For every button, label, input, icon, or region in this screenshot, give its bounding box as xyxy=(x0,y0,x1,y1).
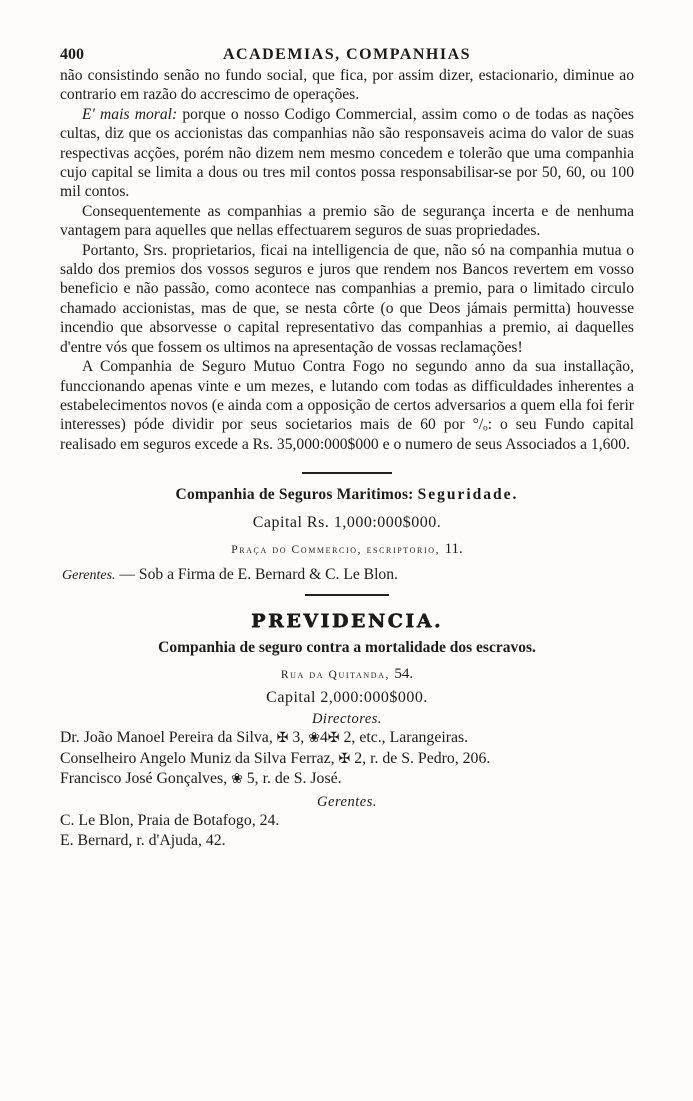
seguridade-address xyxy=(60,541,634,558)
seguridade-name-spaced: Seguridade. xyxy=(417,486,519,504)
section-divider xyxy=(302,472,392,474)
director-row-2 xyxy=(60,749,634,770)
page xyxy=(60,38,634,852)
director-2-name: Conselheiro Angelo Muniz da Silva Ferraz, xyxy=(60,749,335,767)
previdencia-gerentes-list xyxy=(60,811,634,852)
director-1-rest: 2, etc., Larangeiras. xyxy=(339,729,469,747)
previdencia-address xyxy=(60,666,634,683)
seguridade-address-number: 11. xyxy=(444,541,463,558)
director-1-decorations: 3, xyxy=(288,729,309,747)
body-text xyxy=(60,66,634,454)
paragraph-5: A Companhia de Seguro Mutuo Contra Fogo no segundo anno da sua installação, funccionando apenas vinte e um mezes, e lutando com todas as difficuldades inherentes a estabelecimentos novos (e ainda com a opposição de certos adversarios a quem ella foi ferir interesses) póde dividir por seus societarios mais de 60 por °/ₒ: o seu Fundo capital realisado em seguros excede a Rs. 35,000:000$000 e o numero de seus Associados a 1,600. xyxy=(60,358,634,453)
cross-order-icon: ✠ xyxy=(338,750,351,767)
directores-label: Directores. xyxy=(311,711,383,728)
section-divider-2 xyxy=(305,594,389,596)
seguridade-name: Companhia de Seguros Maritimos: xyxy=(175,486,414,504)
seguridade-gerentes-label: Gerentes. xyxy=(62,568,116,584)
page-number: 400 xyxy=(60,46,84,63)
seguridade-address-text: Praça do Commercio, escriptorio, xyxy=(231,544,441,557)
previdencia-address-text: Rua da Quitanda, xyxy=(280,669,390,682)
paragraph-2-lead: E' mais moral: xyxy=(82,105,178,123)
previdencia-capital: Capital 2,000:000$000. xyxy=(266,689,428,707)
director-1-decorations-2: 4 xyxy=(319,729,328,747)
previdencia-subtitle: Companhia de seguro contra a mortalidade dos escravos. xyxy=(158,639,536,657)
gerente-row-2: E. Bernard, r. d'Ajuda, 42. xyxy=(60,832,226,850)
paragraph-2-text: porque o nosso Codigo Commercial, assim como o de todas as nações cultas, diz que os accionistas das companhias não são responsaveis acima do valor de suas respectivas acções, porém não dizem nem mesmo concedem e tolerão que uma companhia cujo capital se limita a dous ou tres mil contos possa responsabilisar-se por 50, 60, ou 100 mil contos. xyxy=(60,105,634,201)
director-3-decorations: 5, r. de S. José. xyxy=(242,770,342,788)
paragraph-1: não consistindo senão no fundo social, que fica, por assim dizer, estacionario, diminue ao contrario em razão do accrescimo de operações. xyxy=(60,67,634,104)
director-3-name: Francisco José Gonçalves, xyxy=(60,770,228,788)
paragraph-4: Portanto, Srs. proprietarios, ficai na intelligencia de que, não só na companhia mutua o saldo dos premios dos vossos seguros e juros que rendem nos Bancos revertem em vosso beneficio e não passão, como acontece nas companhias a premio, para o limitado circulo chamado accionistas, mas de que, se nesta côrte (o que Deos jámais permitta) houvesse incendio que absorvesse o capital representativo das companhias a premio, ai daquelles d'entre vós que fossem os ultimos na apresentação de vossas reclamações! xyxy=(60,241,634,356)
seguridade-gerentes xyxy=(62,566,634,584)
previdencia-gerentes-label: Gerentes. xyxy=(317,793,377,810)
directores-list xyxy=(60,728,634,790)
cross-order-icon: ✠ xyxy=(327,730,340,747)
director-1-name: Dr. João Manoel Pereira da Silva, xyxy=(60,729,273,747)
previdencia-address-number: 54. xyxy=(394,666,414,683)
director-row-1 xyxy=(60,728,634,749)
gerente-row-1: C. Le Blon, Praia de Botafogo, 24. xyxy=(60,811,280,829)
seguridade-gerentes-text: — Sob a Firma de E. Bernard & C. Le Blon. xyxy=(115,566,398,584)
previdencia-title: PREVIDENCIA. xyxy=(251,610,443,633)
paragraph-3: Consequentemente as companhias a premio são de segurança incerta e de nenhuma vantagem para aquelles que nellas effectuarem seguros de suas propriedades. xyxy=(60,202,634,240)
cross-order-icon: ✠ xyxy=(276,730,289,747)
director-row-3 xyxy=(60,769,634,790)
paragraph-2 xyxy=(60,105,634,202)
seguridade-heading xyxy=(60,486,634,504)
director-2-decorations: 2, r. de S. Pedro, 206. xyxy=(350,749,491,767)
running-header xyxy=(60,38,634,64)
rose-order-icon: ❀ xyxy=(308,730,320,747)
rose-order-icon: ❀ xyxy=(231,771,243,788)
running-title: ACADEMIAS, COMPANHIAS xyxy=(222,46,472,63)
seguridade-capital: Capital Rs. 1,000:000$000. xyxy=(252,514,442,532)
